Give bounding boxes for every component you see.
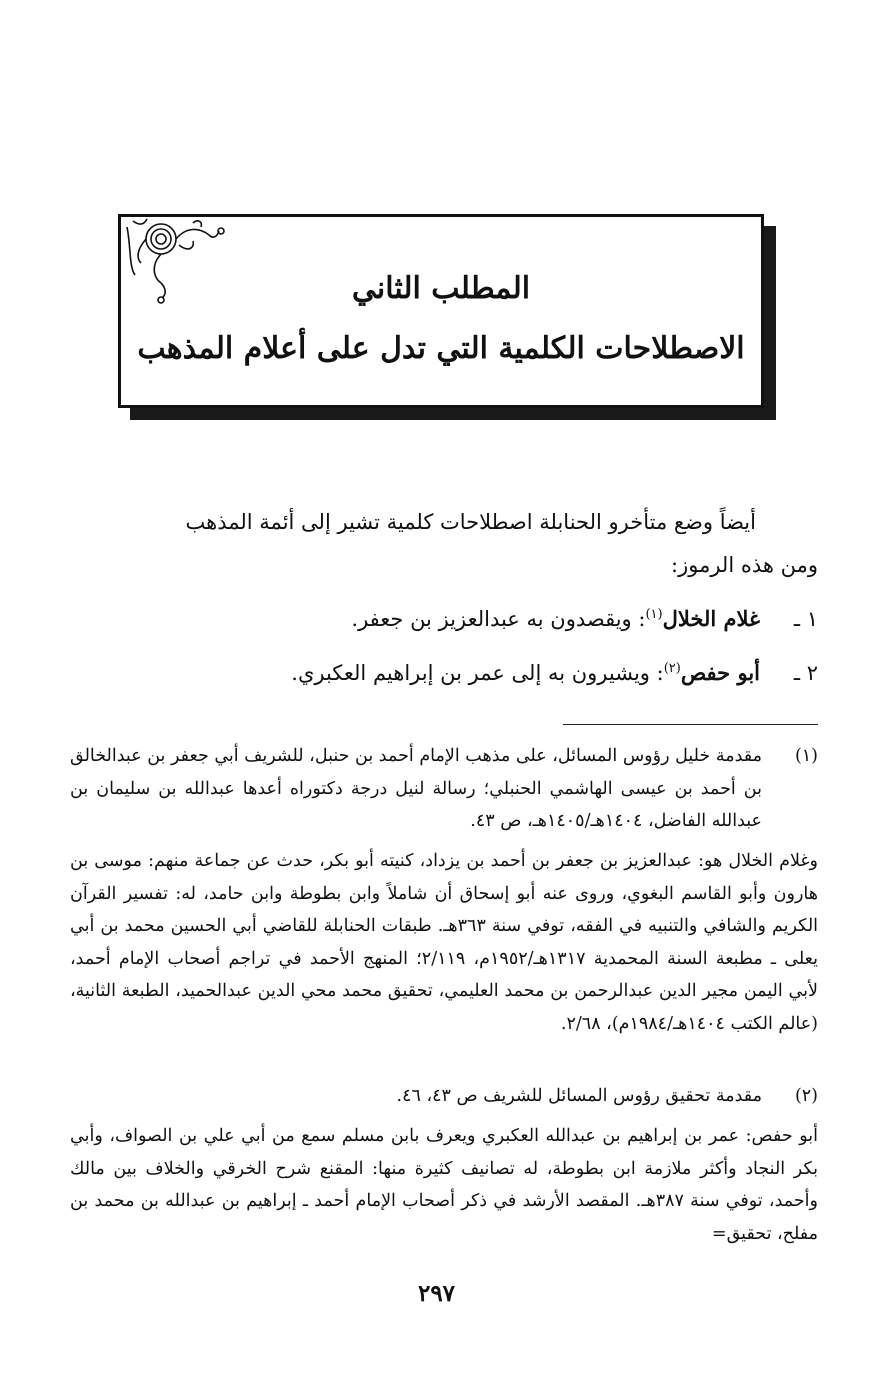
- list-item-term: أبو حفص: [680, 660, 760, 685]
- footnote-ref[interactable]: (١): [645, 607, 663, 622]
- footnote-2-biography: [70, 1120, 818, 1250]
- footnote-ref[interactable]: (٢): [663, 661, 681, 676]
- footnote-1-biography: [70, 845, 818, 1040]
- list-item-term: غلام الخلال: [662, 606, 760, 631]
- list-item-description: : ويقصدون به عبدالعزيز بن جعفر.: [351, 607, 646, 631]
- list-item: [70, 606, 818, 631]
- list-item-number: ٢ ـ: [793, 661, 818, 685]
- list-item: [70, 660, 818, 685]
- footnote-biography: أبو حفص: عمر بن إبراهيم بن عبدالله العكبري ويعرف بابن مسلم سمع من أبي علي بن الصواف، وأبي بكر النجاد وأكثر ملازمة ابن بطوطة، له تصانيف كثيرة منها: المقنع شرح الخرقي والخلاف بين مالك وأحمد، توفي سنة ٣٨٧هـ. المقصد الأرشد في ذكر أصحاب الإمام أحمد ـ إبراهيم بن عبدالله بن محمد بن مفلح، تحقيق=: [70, 1126, 818, 1244]
- footnote-biography: وغلام الخلال هو: عبدالعزيز بن جعفر بن أحمد بن يزداد، كنيته أبو بكر، حدث عن جماعة منهم: موسى بن هارون وأبو القاسم البغوي، وروى عنه أبو إسحاق أن شاملاً وابن بطوطة وابن حامد، له: تفسير القرآن الكريم والشافي والتنبيه في الفقه، توفي سنة ٣٦٣هـ. طبقات الحنابلة للقاضي أبي الحسين محمد بن أبي يعلى ـ مطبعة السنة المحمدية ١٣١٧هـ/١٩٥٢م، ٢/١١٩؛ المنهج الأحمد في تراجم أصحاب الإمام أحمد، لأبي اليمن مجير الدين عبدالرحمن بن محمد العليمي، تحقيق محمد محي الدين عبدالحميد، الطبعة الثانية، (عالم الكتب ١٤٠٤هـ/١٩٨٤م)، ٢/٦٨.: [70, 851, 819, 1034]
- footnote-divider: [563, 724, 818, 725]
- intro-line-2: ومن هذه الرموز:: [671, 553, 818, 577]
- footnote-2: [70, 1080, 818, 1113]
- footnote-1: [70, 740, 818, 838]
- list-item-description: : ويشيرون به إلى عمر بن إبراهيم العكبري.: [291, 661, 664, 685]
- footnote-source: مقدمة تحقيق رؤوس المسائل للشريف ص ٤٣، ٤٦.: [396, 1086, 762, 1106]
- section-number: المطلب الثاني: [351, 271, 531, 306]
- page-number: ٢٩٧: [417, 1280, 456, 1307]
- footnote-marker: (١): [794, 746, 818, 766]
- list-item-number: ١ ـ: [793, 607, 818, 631]
- title-box: [118, 214, 764, 408]
- footnote-source: مقدمة خليل رؤوس المسائل، على مذهب الإمام أحمد بن حنبل، للشريف أبي جعفر بن عبدالخالق بن أحمد بن عيسى الهاشمي الحنبلي؛ رسالة لنيل درجة دكتوراه أعدها عبدالله بن سليمان بن عبدالله الفاضل، ١٤٠٤هـ/١٤٠٥هـ، ص ٤٣.: [70, 746, 762, 831]
- section-title: الاصطلاحات الكلمية التي تدل على أعلام المذهب: [137, 331, 745, 366]
- footnote-marker: (٢): [794, 1086, 818, 1106]
- intro-line-1: أيضاً وضع متأخرو الحنابلة اصطلاحات كلمية تشير إلى أئمة المذهب: [185, 510, 756, 534]
